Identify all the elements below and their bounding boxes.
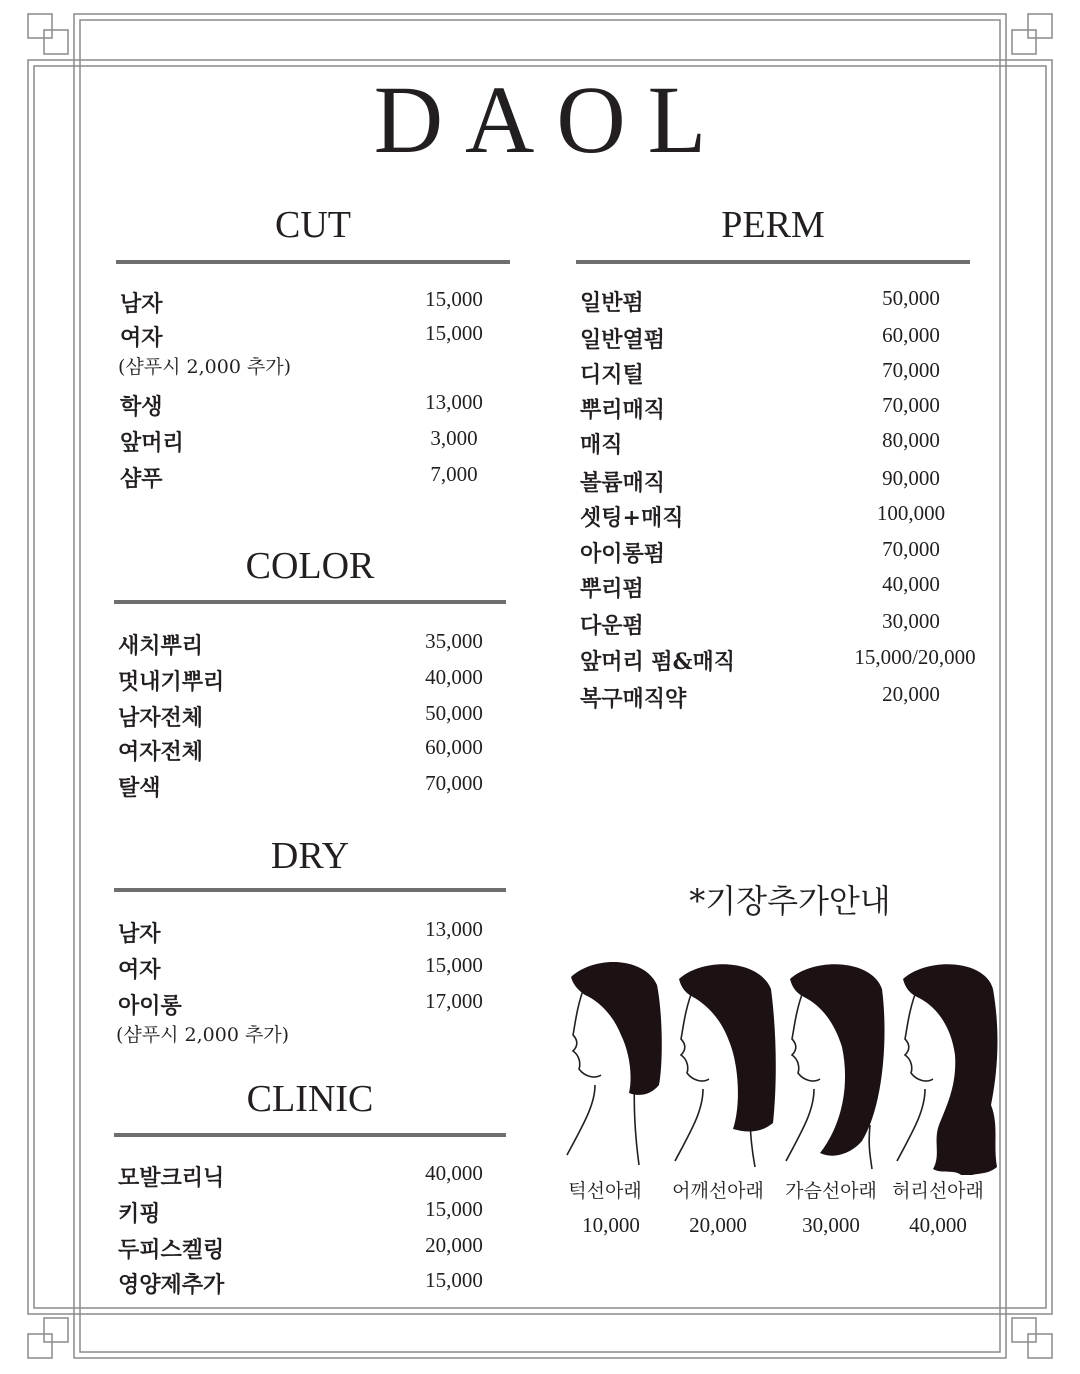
corner-ornament-bottom-right (1012, 1318, 1052, 1358)
price-row (576, 428, 970, 458)
item-price: 90,000 (882, 466, 940, 490)
clinic-section (114, 1080, 506, 1310)
price-row (114, 629, 506, 659)
item-price: 15,000 (425, 287, 483, 311)
corner-ornament-top-right (1012, 14, 1052, 54)
price-row (576, 572, 970, 602)
item-name: 일반열펌 (580, 327, 666, 353)
item-price: 30,000 (882, 609, 940, 633)
length-price: 40,000 (909, 1213, 967, 1237)
item-price: 13,000 (425, 390, 483, 414)
item-price: 3,000 (430, 426, 478, 450)
item-price: 15,000/20,000 (854, 645, 976, 669)
price-row (116, 426, 510, 456)
corner-ornament-top-left (28, 14, 68, 54)
item-name: 여자 (118, 957, 161, 983)
item-name: 볼륨매직 (580, 470, 666, 496)
item-price: 15,000 (425, 1268, 483, 1292)
price-row (576, 286, 970, 316)
item-name: 영양제추가 (118, 1272, 225, 1298)
section-rule (114, 600, 506, 604)
section-rule (116, 260, 510, 264)
length-price: 20,000 (689, 1213, 747, 1237)
price-row (576, 645, 976, 675)
item-price: 15,000 (425, 1197, 483, 1221)
length-price: 30,000 (802, 1213, 860, 1237)
item-price: 15,000 (425, 953, 483, 977)
item-name: 뿌리펌 (580, 576, 644, 602)
section-heading: PERM (721, 204, 825, 246)
price-row (114, 665, 506, 695)
price-row (576, 682, 970, 712)
price-row (114, 1268, 506, 1298)
item-name: 뿌리매직 (580, 397, 666, 423)
item-price: 70,000 (882, 537, 940, 561)
cut-section (116, 200, 510, 500)
chest-length-hair-icon (786, 964, 885, 1169)
price-row (576, 358, 970, 388)
shampoo-note: (샴푸시 2,000 추가) (118, 356, 292, 378)
salon-title: DAOL (373, 66, 729, 173)
section-heading: CLINIC (246, 1078, 374, 1120)
length-label: 턱선아래 (568, 1180, 642, 1202)
price-row (114, 1161, 506, 1191)
chin-length-hair-icon (567, 962, 662, 1165)
item-name: 탈색 (118, 775, 161, 801)
item-price: 35,000 (425, 629, 483, 653)
dry-section (114, 835, 506, 1055)
price-row (114, 771, 506, 801)
section-rule (114, 888, 506, 892)
price-row (114, 1197, 506, 1227)
length-label: 어깨선아래 (672, 1180, 764, 1202)
shampoo-note: (샴푸시 2,000 추가) (116, 1024, 290, 1046)
item-price: 40,000 (425, 1161, 483, 1185)
price-row (114, 735, 506, 765)
price-row (114, 701, 506, 731)
item-price: 70,000 (425, 771, 483, 795)
item-name: 남자 (120, 291, 163, 317)
item-name: 앞머리 (120, 430, 184, 456)
item-price: 20,000 (882, 682, 940, 706)
price-row (116, 390, 510, 420)
item-name: 학생 (120, 394, 163, 420)
section-heading: COLOR (245, 545, 375, 587)
price-row (576, 501, 970, 531)
waist-length-hair-icon (897, 964, 997, 1175)
perm-section (576, 200, 976, 720)
price-row (114, 989, 506, 1019)
item-name: 멋내기뿌리 (118, 669, 225, 695)
price-row (114, 1233, 506, 1263)
length-label: 허리선아래 (892, 1180, 984, 1202)
item-price: 70,000 (882, 358, 940, 382)
price-row (116, 321, 510, 351)
item-price: 50,000 (882, 286, 940, 310)
section-rule (114, 1133, 506, 1137)
section-heading: CUT (275, 204, 351, 246)
item-price: 80,000 (882, 428, 940, 452)
item-price: 70,000 (882, 393, 940, 417)
price-row (576, 466, 970, 496)
item-price: 60,000 (882, 323, 940, 347)
price-row (576, 609, 970, 639)
item-price: 60,000 (425, 735, 483, 759)
item-name: 남자 (118, 921, 161, 947)
section-rule (576, 260, 970, 264)
price-row (576, 323, 970, 353)
item-name: 두피스켈링 (118, 1237, 225, 1263)
item-name: 아이롱 (118, 993, 182, 1019)
price-row (116, 462, 510, 492)
item-name: 새치뿌리 (118, 633, 204, 659)
item-name: 일반펌 (580, 290, 644, 316)
price-row (576, 537, 970, 567)
item-name: 다운펌 (580, 613, 644, 639)
item-name: 아이롱펌 (580, 541, 666, 567)
item-name: 매직 (580, 432, 623, 458)
item-price: 40,000 (425, 665, 483, 689)
color-section (114, 545, 506, 805)
item-name: 복구매직약 (580, 686, 687, 712)
length-price: 10,000 (582, 1213, 640, 1237)
item-name: 키핑 (118, 1201, 161, 1227)
item-price: 17,000 (425, 989, 483, 1013)
section-heading: DRY (270, 835, 350, 877)
item-name: 셋팅+매직 (580, 505, 684, 531)
shoulder-length-hair-icon (675, 964, 776, 1167)
item-price: 7,000 (430, 462, 478, 486)
price-row (576, 393, 970, 423)
item-price: 15,000 (425, 321, 483, 345)
price-row (116, 287, 510, 317)
item-name: 여자 (120, 325, 163, 351)
item-name: 샴푸 (120, 466, 163, 492)
item-price: 50,000 (425, 701, 483, 725)
item-name: 남자전체 (118, 705, 204, 731)
item-name: 모발크리닉 (118, 1165, 225, 1191)
item-price: 100,000 (876, 501, 946, 525)
length-guide-title: *기장추가안내 (689, 882, 891, 920)
corner-ornament-bottom-left (28, 1318, 68, 1358)
price-row (114, 917, 506, 947)
item-name: 여자전체 (118, 739, 204, 765)
price-row (114, 953, 506, 983)
item-price: 13,000 (425, 917, 483, 941)
hair-length-illustrations (555, 955, 1015, 1175)
item-price: 20,000 (425, 1233, 483, 1257)
item-name: 앞머리 펌&매직 (580, 649, 736, 675)
item-name: 디지털 (580, 362, 644, 388)
length-label: 가슴선아래 (785, 1180, 877, 1202)
item-price: 40,000 (882, 572, 940, 596)
